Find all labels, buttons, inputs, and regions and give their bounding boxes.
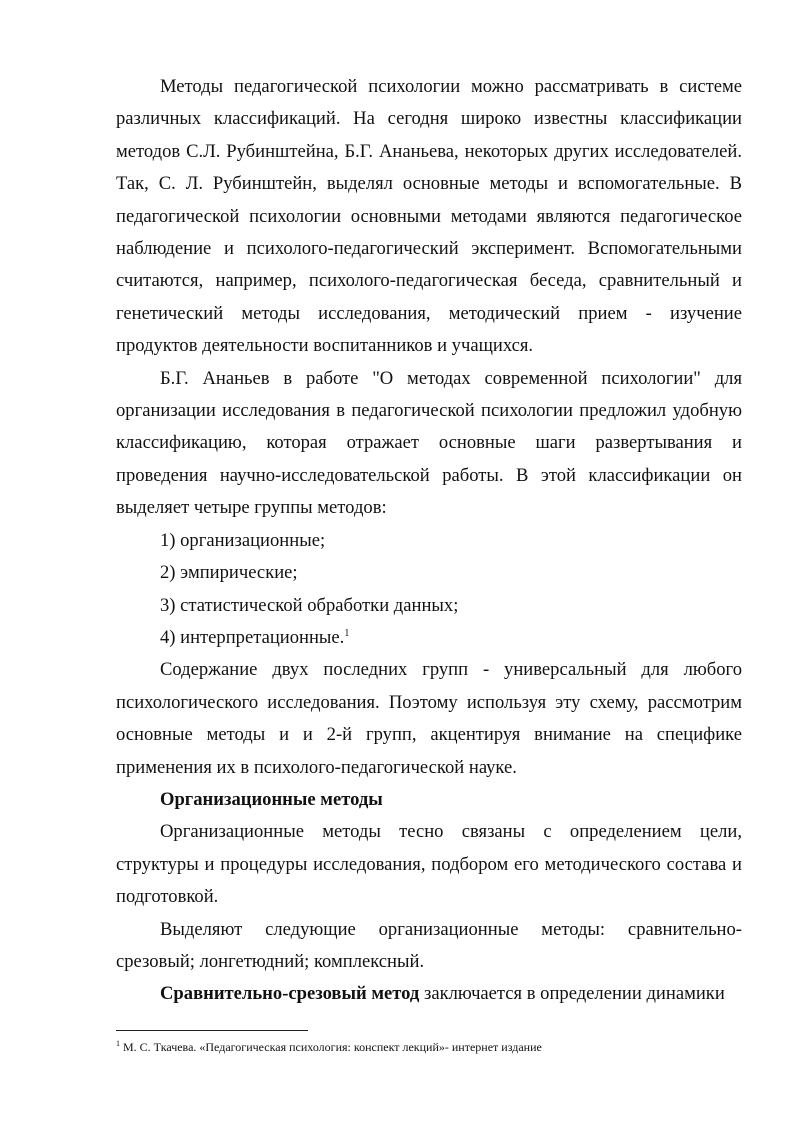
footnote-separator: [116, 1030, 308, 1031]
paragraph-org-list: Выделяют следующие организационные методы: сравнительно-срезовый; лонгетюдний; комплексный.: [116, 918, 742, 972]
paragraph-text: заключается в определении динамики: [419, 983, 725, 1005]
paragraph-org-methods: Организационные методы тесно связаны с определением цели, структуры и процедуры исследования, подбором его методического состава и подготовкой.: [116, 821, 742, 908]
footnote-text: М. С. Ткачева. «Педагогическая психология: конспект лекций»- интернет издание: [120, 1040, 542, 1054]
term-bold: Сравнительно-срезовый метод: [160, 983, 420, 1005]
section-heading: Организационные методы: [160, 788, 383, 810]
paragraph-classifications: Методы педагогической психологии можно рассматривать в системе различных классификаций. На сегодня широко известны классификации методов С.Л. Рубинштейна, Б.Г. Ананьева, некоторых других исследователей. Так, С. Л. Рубинштейн, выделял основные методы и вспомогательные. В педагогической психологии основными методами являются педагогическое наблюдение и психолого-педагогический эксперимент. Вспомогательными считаются, например, психолого-педагогическая беседа, сравнительный и генетический методы исследования, методический прием - изучение продуктов деятельности воспитанников и учащихся.: [116, 76, 742, 357]
document-page: [116, 71, 742, 1011]
footnote: [116, 1039, 742, 1055]
list-item: [116, 622, 742, 654]
paragraph-content-groups: Содержание двух последних групп - универсальный для любого психологического исследования. Поэтому используя эту схему, рассмотрим основные методы и и 2-й групп, акцентируя внимание на специфике применения их в психолого-педагогической науке.: [116, 659, 742, 778]
list-item: 2) эмпирические;: [160, 562, 298, 584]
paragraph-ananiev: Б.Г. Ананьев в работе "О методах современной психологии" для организации исследования в педагогической психологии предложил удобную классификацию, которая отражает основные шаги развертывания и проведения научно-исследовательской работы. В этой классификации он выделяет четыре группы методов:: [116, 367, 742, 519]
list-item-text: 4) интерпретационные.: [160, 626, 345, 648]
list-item: 3) статистической обработки данных;: [160, 594, 459, 616]
paragraph-cross-sectional: [116, 978, 742, 1010]
footnote-marker: 1: [116, 1039, 120, 1048]
list-item: 1) организационные;: [160, 529, 326, 551]
footnote-reference[interactable]: 1: [344, 627, 350, 639]
